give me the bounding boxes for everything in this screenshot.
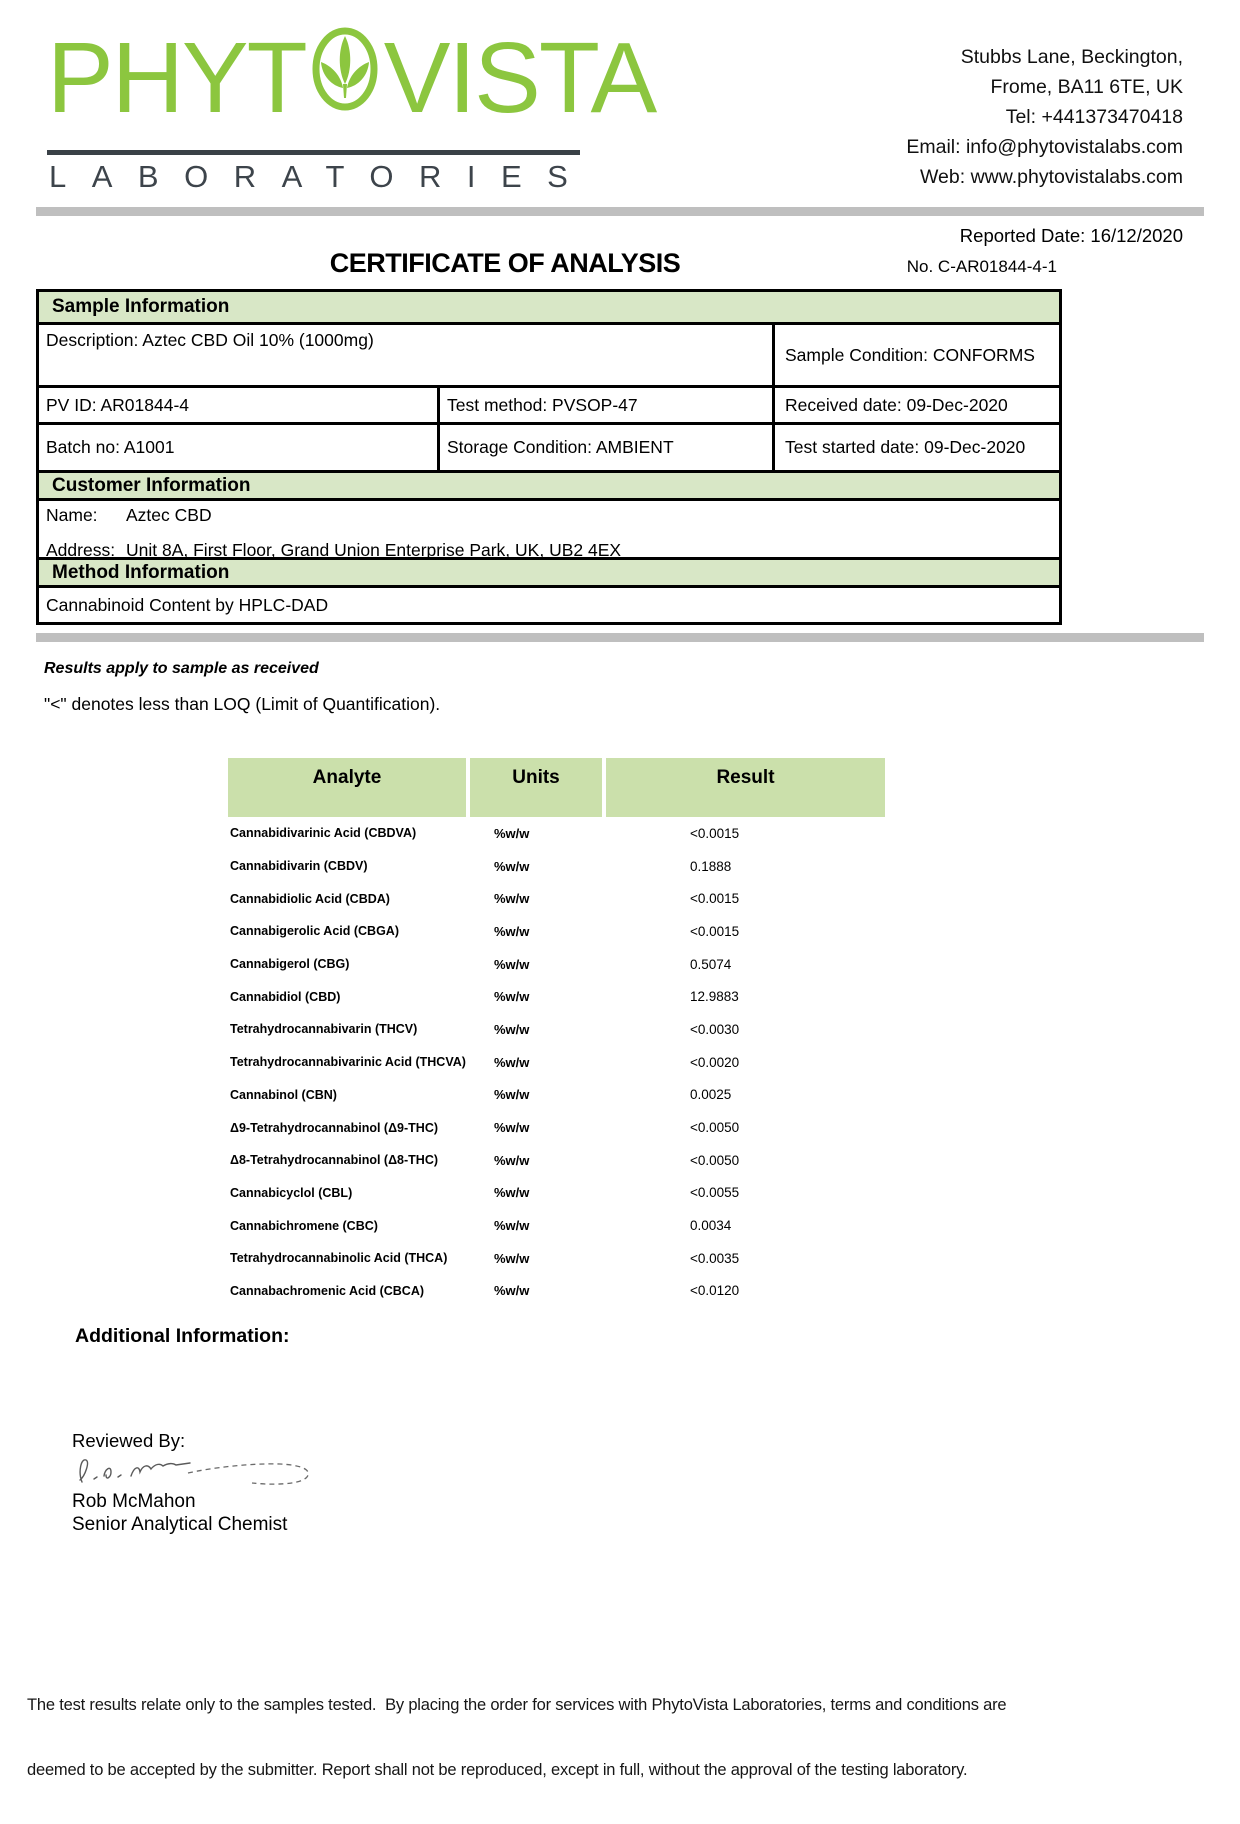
cell-units: %w/w: [494, 1120, 530, 1136]
cell-units: %w/w: [494, 825, 530, 841]
customer-name-label: Name:: [46, 504, 98, 525]
logo-text-right: VISTA: [383, 22, 656, 134]
footer-line1: The test results relate only to the samples tested. By placing the order for services with PhytoVista Laboratories, terms and conditions are: [27, 1696, 1007, 1714]
logo-text-left: PHYT: [47, 22, 306, 134]
cell-units: %w/w: [494, 1054, 530, 1070]
cell-units: %w/w: [494, 1185, 530, 1201]
contact-email: Email: info@phytovistalabs.com: [906, 136, 1183, 158]
cell-result: 0.1888: [690, 858, 732, 874]
logo-subtitle: LABORATORIES: [49, 159, 594, 194]
cell-analyte: Tetrahydrocannabinolic Acid (THCA): [230, 1251, 448, 1266]
cell-result: <0.0015: [690, 891, 740, 907]
cell-result: 0.0025: [690, 1087, 732, 1103]
cell-analyte: Δ8-Tetrahydrocannabinol (Δ8-THC): [230, 1153, 439, 1168]
bottom-divider-bar: [36, 633, 1204, 642]
table-row: [228, 1177, 885, 1210]
column-header-units: Units: [470, 758, 602, 817]
phytovista-logo: [47, 22, 656, 134]
table-row: [228, 850, 885, 883]
cell-units: %w/w: [494, 1152, 530, 1168]
cell-analyte: Cannabidiolic Acid (CBDA): [230, 891, 390, 906]
received-date: Received date: 09-Dec-2020: [785, 394, 1008, 415]
table-row: [228, 948, 885, 981]
footer-disclaimer: [27, 1652, 1212, 1824]
contact-tel: Tel: +441373470418: [1005, 106, 1183, 128]
results-rows: [228, 817, 885, 1307]
customer-name-value: Aztec CBD: [126, 504, 212, 525]
batch-row: [39, 425, 1059, 473]
customer-name-line: [46, 505, 1059, 525]
cell-analyte: Cannabachromenic Acid (CBCA): [230, 1283, 425, 1298]
test-method: Test method: PVSOP-47: [440, 388, 775, 422]
contact-address-line1: Stubbs Lane, Beckington,: [960, 46, 1183, 68]
cell-analyte: Cannabicyclol (CBL): [230, 1185, 353, 1200]
cell-result: <0.0015: [690, 923, 740, 939]
logo-wordmark: [47, 22, 656, 134]
customer-address-value: Unit 8A, First Floor, Grand Union Enterprise Park, UK, UB2 4EX: [126, 539, 622, 560]
table-row: [228, 1275, 885, 1308]
cell-analyte: Cannabidiol (CBD): [230, 989, 341, 1004]
cell-units: %w/w: [494, 1021, 530, 1037]
reviewer-role: Senior Analytical Chemist: [72, 1514, 288, 1535]
cell-units: %w/w: [494, 1218, 530, 1234]
footer-line2: deemed to be accepted by the submitter. Report shall not be reproduced, except in full, without the approval of the testing laboratory.: [27, 1760, 968, 1779]
cell-result: 0.5074: [690, 956, 732, 972]
cell-units: %w/w: [494, 989, 530, 1005]
cell-analyte: Cannabidivarinic Acid (CBDVA): [230, 826, 417, 841]
reviewer-name: Rob McMahon: [72, 1491, 196, 1512]
column-header-analyte: Analyte: [228, 758, 466, 817]
table-row: [228, 1046, 885, 1079]
reported-date: Reported Date: 16/12/2020: [959, 225, 1183, 246]
sample-description: Description: Aztec CBD Oil 10% (1000mg): [39, 325, 775, 385]
table-row: [228, 980, 885, 1013]
table-row: [228, 1111, 885, 1144]
cell-analyte: Cannabigerolic Acid (CBGA): [230, 924, 399, 939]
batch-no: Batch no: A1001: [39, 425, 440, 470]
logo-divider-rule: [47, 150, 580, 155]
customer-address-label: Address:: [46, 539, 116, 560]
pvid-row: [39, 388, 1059, 425]
contact-web: Web: www.phytovistalabs.com: [920, 166, 1183, 188]
cell-analyte: Tetrahydrocannabivarin (THCV): [230, 1022, 418, 1037]
cell-analyte: Tetrahydrocannabivarinic Acid (THCVA): [230, 1055, 466, 1070]
cell-result: <0.0055: [690, 1185, 740, 1201]
cell-units: %w/w: [494, 1250, 530, 1266]
pv-id: PV ID: AR01844-4: [39, 388, 440, 422]
customer-box: [39, 501, 1059, 560]
report-number: No. C-AR01844-4-1: [906, 257, 1057, 276]
page-title: CERTIFICATE OF ANALYSIS: [329, 248, 681, 278]
additional-information-label: Additional Information:: [75, 1325, 290, 1347]
table-row: [228, 1242, 885, 1275]
cell-result: 0.0034: [690, 1218, 732, 1234]
cell-units: %w/w: [494, 891, 530, 907]
table-row: [228, 915, 885, 948]
contact-address-line2: Frome, BA11 6TE, UK: [990, 76, 1183, 98]
table-row: [228, 1144, 885, 1177]
leaf-o-icon: [309, 26, 381, 130]
top-divider-bar: [36, 207, 1204, 216]
column-header-result: Result: [606, 758, 885, 817]
cell-result: <0.0120: [690, 1283, 740, 1299]
cell-analyte: Δ9-Tetrahydrocannabinol (Δ9-THC): [230, 1120, 439, 1135]
method-description: Cannabinoid Content by HPLC-DAD: [46, 594, 329, 615]
loq-note: "<" denotes less than LOQ (Limit of Quantification).: [44, 694, 441, 714]
cell-analyte: Cannabigerol (CBG): [230, 957, 350, 972]
lab-contact-block: [906, 42, 1183, 192]
method-information-heading: Method Information: [39, 560, 1059, 588]
sample-condition: Sample Condition: CONFORMS: [785, 344, 1035, 365]
cell-analyte: Cannabinol (CBN): [230, 1087, 337, 1102]
table-row: [228, 1079, 885, 1112]
sample-information-heading: Sample Information: [39, 292, 1059, 325]
table-row: [228, 817, 885, 850]
cell-result: <0.0035: [690, 1250, 740, 1266]
table-row: [228, 1013, 885, 1046]
cell-units: %w/w: [494, 1283, 530, 1299]
results-table: [228, 758, 885, 1307]
storage-condition: Storage Condition: AMBIENT: [440, 425, 775, 470]
cell-units: %w/w: [494, 1087, 530, 1103]
cell-analyte: Cannabichromene (CBC): [230, 1218, 378, 1233]
cell-result: <0.0050: [690, 1120, 740, 1136]
info-table: [36, 289, 1062, 625]
table-row: [228, 882, 885, 915]
cell-analyte: Cannabidivarin (CBDV): [230, 859, 368, 874]
cell-result: <0.0015: [690, 825, 740, 841]
cell-result: <0.0020: [690, 1054, 740, 1070]
cell-result: <0.0050: [690, 1152, 740, 1168]
customer-address-line: [46, 540, 1059, 560]
cell-units: %w/w: [494, 858, 530, 874]
description-row: [39, 325, 1059, 388]
table-row: [228, 1209, 885, 1242]
customer-information-heading: Customer Information: [39, 473, 1059, 501]
results-apply-note: Results apply to sample as received: [44, 660, 319, 677]
test-started-date: Test started date: 09-Dec-2020: [785, 437, 1026, 457]
results-table-header: [228, 758, 885, 817]
cell-units: %w/w: [494, 956, 530, 972]
cell-result: <0.0030: [690, 1021, 740, 1037]
cell-result: 12.9883: [690, 989, 739, 1005]
reviewed-by-label: Reviewed By:: [72, 1430, 186, 1451]
cell-units: %w/w: [494, 923, 530, 939]
